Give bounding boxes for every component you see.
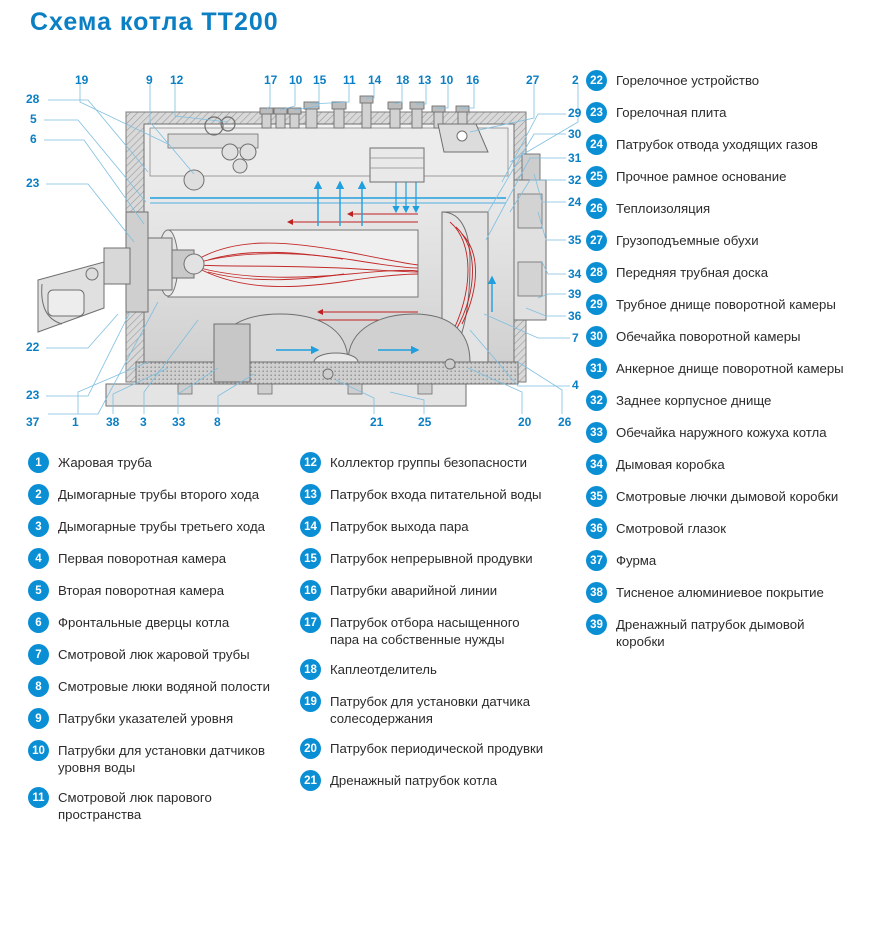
legend-item-25 [586,166,871,187]
legend-item-7 [28,644,290,665]
legend-item-10 [28,740,290,776]
callout-29: 29 [568,106,582,120]
legend-bullet-31: 31 [586,358,607,379]
callout-20: 20 [518,415,532,429]
legend-column-2 [300,452,572,802]
legend-bullet-11: 11 [28,787,49,808]
legend-item-31 [586,358,871,379]
legend-bullet-35: 35 [586,486,607,507]
legend-text-32: Заднее корпусное днище [616,393,772,408]
legend-text-17: Патрубок отбора насыщенного пара на собственные нужды [330,615,520,647]
legend-bullet-34: 34 [586,454,607,475]
callout-10a: 10 [289,73,303,87]
legend-item-14 [300,516,572,537]
legend-item-27 [586,230,871,251]
callout-5: 5 [30,112,37,126]
callout-30: 30 [568,127,582,141]
legend-text-22: Горелочное устройство [616,73,760,88]
legend-item-13 [300,484,572,505]
legend-text-33: Обечайка наружного кожуха котла [616,425,827,440]
legend-bullet-15: 15 [300,548,321,569]
legend-item-8 [28,676,290,697]
callout-35: 35 [568,233,582,247]
legend-bullet-36: 36 [586,518,607,539]
legend-item-29 [586,294,871,315]
legend-item-35 [586,486,871,507]
legend-bullet-27: 27 [586,230,607,251]
legend-bullet-29: 29 [586,294,607,315]
legend-item-5 [28,580,290,601]
legend-bullet-4: 4 [28,548,49,569]
legend-text-29: Трубное днище поворотной камеры [616,297,836,312]
legend-item-38 [586,582,871,603]
callout-24: 24 [568,195,582,209]
callout-14: 14 [368,73,382,87]
legend-bullet-19: 19 [300,691,321,712]
legend-text-11: Смотровой люк парового пространства [58,790,212,822]
legend-bullet-8: 8 [28,676,49,697]
legend-bullet-37: 37 [586,550,607,571]
legend-bullet-14: 14 [300,516,321,537]
legend-text-6: Фронтальные дверцы котла [58,615,230,630]
legend-text-2: Дымогарные трубы второго хода [58,487,260,502]
legend-bullet-26: 26 [586,198,607,219]
legend-text-36: Смотровой глазок [616,521,726,536]
callout-13: 13 [418,73,432,87]
callout-34: 34 [568,267,582,281]
legend-bullet-2: 2 [28,484,49,505]
callout-22: 22 [26,340,40,354]
legend-bullet-17: 17 [300,612,321,633]
legend-item-15 [300,548,572,569]
callout-3: 3 [140,415,147,429]
legend-bullet-13: 13 [300,484,321,505]
callout-27: 27 [526,73,540,87]
legend-item-12 [300,452,572,473]
legend-text-24: Патрубок отвода уходящих газов [616,137,818,152]
legend-item-26 [586,198,871,219]
callout-33: 33 [172,415,186,429]
legend-text-12: Коллектор группы безопасности [330,455,527,470]
callout-16: 16 [466,73,480,87]
legend-bullet-25: 25 [586,166,607,187]
callout-25: 25 [418,415,432,429]
legend-text-27: Грузоподъемные обухи [616,233,759,248]
legend-text-3: Дымогарные трубы третьего хода [58,519,265,534]
legend-item-37 [586,550,871,571]
legend-text-8: Смотровые люки водяной полости [58,679,270,694]
legend-text-18: Каплеотделитель [330,662,437,677]
boiler-drawing [18,62,598,442]
legend-item-28 [586,262,871,283]
legend-item-4 [28,548,290,569]
legend-bullet-23: 23 [586,102,607,123]
callout-17: 17 [264,73,278,87]
legend-item-11 [28,787,290,823]
legend-text-20: Патрубок периодической продувки [330,741,544,756]
legend-item-24 [586,134,871,155]
legend-text-5: Вторая поворотная камера [58,583,225,598]
legend-item-1 [28,452,290,473]
legend-text-9: Патрубки указателей уровня [58,711,234,726]
legend-bullet-21: 21 [300,770,321,791]
legend-bullet-38: 38 [586,582,607,603]
legend-text-14: Патрубок выхода пара [330,519,469,534]
callout-2: 2 [572,73,579,87]
legend-item-21 [300,770,572,791]
callout-1: 1 [72,415,79,429]
legend-item-34 [586,454,871,475]
legend-column-right-top [586,70,871,661]
legend-text-28: Передняя трубная доска [616,265,769,280]
legend-text-39: Дренажный патрубок дымовой коробки [616,617,805,649]
legend-text-19: Патрубок для установки датчика солесодержания [330,694,531,726]
legend-item-17 [300,612,572,648]
callout-39: 39 [568,287,582,301]
legend-text-4: Первая поворотная камера [58,551,227,566]
legend-bullet-30: 30 [586,326,607,347]
legend-text-34: Дымовая коробка [616,457,725,472]
legend-column-1 [28,452,290,834]
callout-31: 31 [568,151,582,165]
legend-text-37: Фурма [616,553,657,568]
callout-26: 26 [558,415,572,429]
callout-9: 9 [146,73,153,87]
callout-23b: 23 [26,388,40,402]
legend-bullet-1: 1 [28,452,49,473]
legend-bullet-20: 20 [300,738,321,759]
legend-item-19 [300,691,572,727]
callout-18: 18 [396,73,410,87]
legend-bullet-32: 32 [586,390,607,411]
legend-item-2 [28,484,290,505]
callout-6: 6 [30,132,37,146]
legend-text-38: Тисненое алюминиевое покрытие [616,585,824,600]
callout-10b: 10 [440,73,454,87]
legend-text-25: Прочное рамное основание [616,169,787,184]
legend-bullet-33: 33 [586,422,607,443]
legend-bullet-10: 10 [28,740,49,761]
legend-item-3 [28,516,290,537]
callout-38: 38 [106,415,120,429]
legend-item-20 [300,738,572,759]
callout-19: 19 [75,73,89,87]
callout-15: 15 [313,73,327,87]
legend-item-33 [586,422,871,443]
legend-bullet-5: 5 [28,580,49,601]
legend-text-16: Патрубки аварийной линии [330,583,498,598]
legend-text-13: Патрубок входа питательной воды [330,487,542,502]
legend-item-39 [586,614,871,650]
legend-bullet-24: 24 [586,134,607,155]
callout-8: 8 [214,415,221,429]
callout-23a: 23 [26,176,40,190]
legend-text-7: Смотровой люк жаровой трубы [58,647,250,662]
legend-bullet-3: 3 [28,516,49,537]
legend-text-21: Дренажный патрубок котла [330,773,498,788]
callout-4: 4 [572,378,579,392]
legend-text-31: Анкерное днище поворотной камеры [616,361,844,376]
legend-item-16 [300,580,572,601]
legend-text-30: Обечайка поворотной камеры [616,329,801,344]
legend-bullet-7: 7 [28,644,49,665]
legend-bullet-39: 39 [586,614,607,635]
legend-text-15: Патрубок непрерывной продувки [330,551,533,566]
legend-text-26: Теплоизоляция [616,201,711,216]
page-title: Схема котла ТТ200 [30,8,279,36]
legend-item-9 [28,708,290,729]
callout-12: 12 [170,73,184,87]
legend-bullet-12: 12 [300,452,321,473]
legend-bullet-9: 9 [28,708,49,729]
callout-21: 21 [370,415,384,429]
callout-11: 11 [343,73,356,87]
callout-7: 7 [572,331,579,345]
callout-32: 32 [568,173,582,187]
legend-text-35: Смотровые лючки дымовой коробки [616,489,839,504]
legend-item-30 [586,326,871,347]
legend-bullet-18: 18 [300,659,321,680]
legend-text-23: Горелочная плита [616,105,727,120]
callout-37: 37 [26,415,40,429]
legend-item-32 [586,390,871,411]
legend-bullet-22: 22 [586,70,607,91]
legend-item-18 [300,659,572,680]
legend-text-10: Патрубки для установки датчиков уровня воды [58,743,266,775]
legend-item-6 [28,612,290,633]
legend-bullet-28: 28 [586,262,607,283]
legend-item-23 [586,102,871,123]
boiler-diagram [18,62,598,442]
legend-bullet-16: 16 [300,580,321,601]
legend-item-22 [586,70,871,91]
legend-text-1: Жаровая труба [58,455,152,470]
callout-36: 36 [568,309,582,323]
callout-28: 28 [26,92,40,106]
legend-item-36 [586,518,871,539]
legend-bullet-6: 6 [28,612,49,633]
